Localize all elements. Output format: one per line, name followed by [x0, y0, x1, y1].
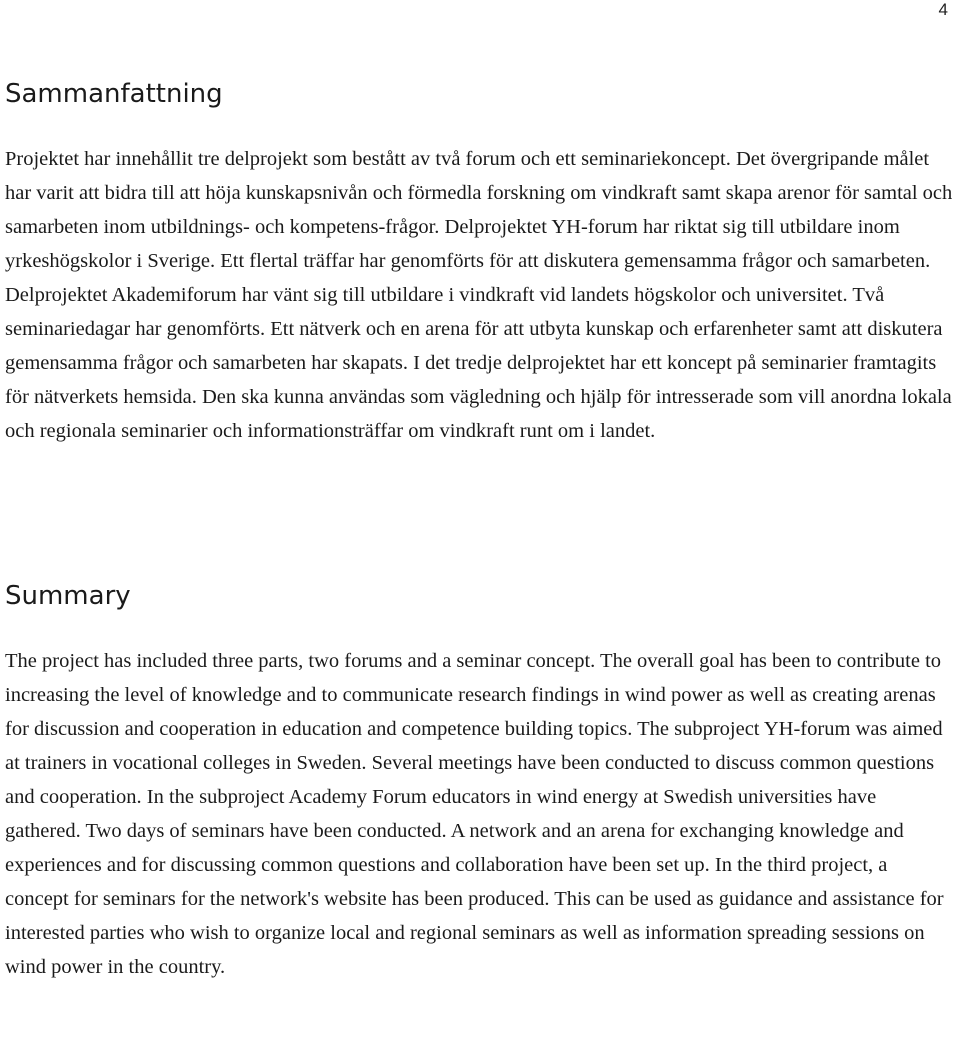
english-summary-paragraph: The project has included three parts, two forums and a seminar concept. The overall goal has been to contribute to increasing the level of knowledge and to communicate research findings in wind power as well as creating arenas for discussion and cooperation in education and competence building topics. The subproject YH-forum was aimed at trainers in vocational colleges in Sweden. Several meetings have been conducted to discuss common questions and cooperation. In the subproject Academy Forum educators in wind energy at Swedish universities have gathered. Two days of seminars have been conducted. A network and an arena for exchanging knowledge and experiences and for discussing common questions and collaboration have been set up. In the third project, a concept for seminars for the network's website has been produced. This can be used as guidance and assistance for interested parties who wish to organize local and regional seminars as well as information spreading sessions on wind power in the country. [5, 650, 944, 978]
swedish-summary-section [5, 74, 955, 448]
swedish-summary-paragraph: Projektet har innehållit tre delprojekt som bestått av två forum och ett seminariekoncept. Det övergripande målet har varit att bidra till att höja kunskapsnivån och förmedla forskning om vindkraft samt skapa arenor för samtal och samarbeten inom utbildnings- och kompetens-frågor. Delprojektet YH-forum har riktat sig till utbildare inom yrkeshögskolor i Sverige. Ett flertal träffar har genomförts för att diskutera gemensamma frågor och samarbeten. Delprojektet Akademiforum har vänt sig till utbildare i vindkraft vid landets högskolor och universitet. Två seminariedagar har genomförts. Ett nätverk och en arena för att utbyta kunskap och erfarenheter samt att diskutera gemensamma frågor och samarbeten har skapats. I det tredje delprojektet har ett koncept på seminarier framtagits för nätverkets hemsida. Den ska kunna användas som vägledning och hjälp för intresserade som vill anordna lokala och regionala seminarier och informationsträffar om vindkraft runt om i landet. [5, 148, 953, 442]
page-number: 4 [938, 0, 948, 19]
swedish-summary-heading: Sammanfattning [5, 79, 223, 109]
english-summary-section [5, 576, 955, 984]
english-summary-heading: Summary [5, 581, 131, 611]
